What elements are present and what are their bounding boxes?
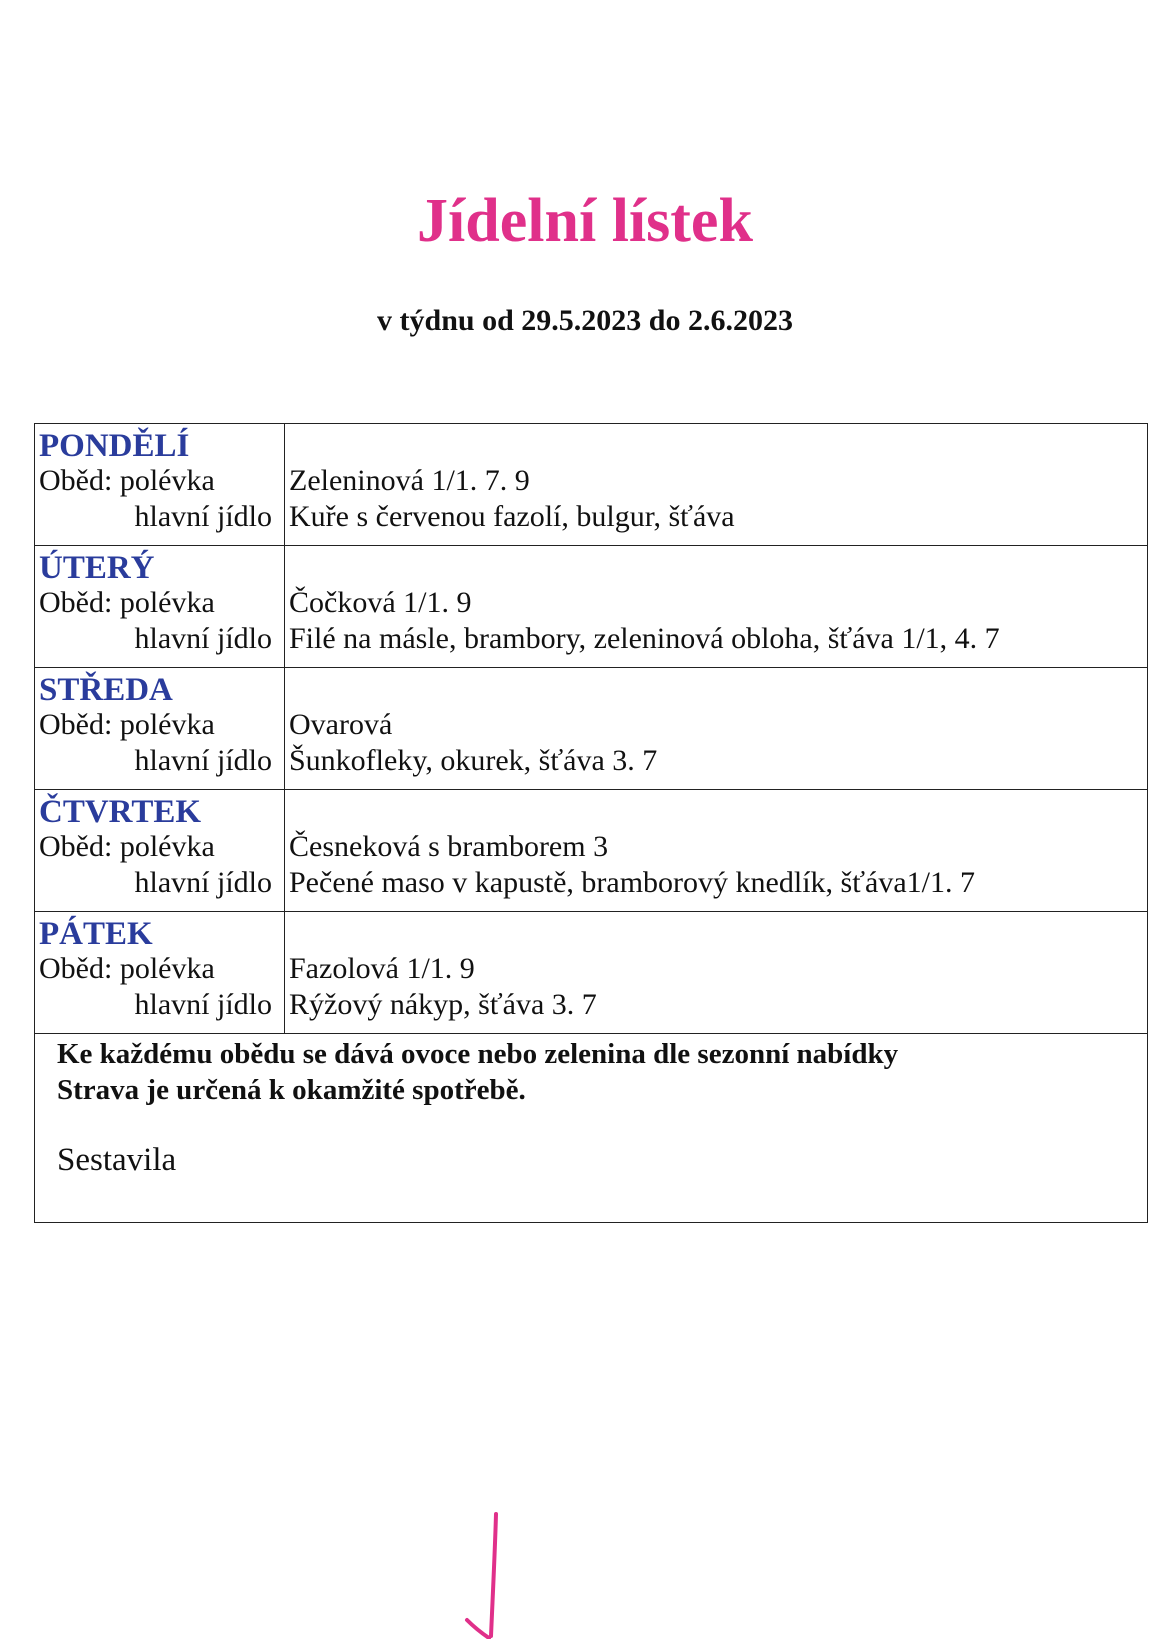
main-dish: Rýžový nákyp, šťáva 3. 7 xyxy=(289,988,597,1021)
soup-dish: Česneková s bramborem 3 xyxy=(289,830,609,863)
footer-cell xyxy=(35,1034,1148,1223)
day-name: ČTVRTEK xyxy=(39,794,202,830)
menu-table xyxy=(34,423,1148,1223)
day-label-cell xyxy=(35,546,285,668)
soup-label: Oběd: polévka xyxy=(39,708,215,741)
week-range: v týdnu od 29.5.2023 do 2.6.2023 xyxy=(377,304,793,337)
day-name: PONDĚLÍ xyxy=(39,428,190,464)
main-course-label: hlavní jídlo xyxy=(134,866,272,899)
dish-cell xyxy=(285,912,1148,1034)
day-row-thursday xyxy=(35,790,1148,912)
day-row-friday xyxy=(35,912,1148,1034)
footer-row xyxy=(35,1034,1148,1223)
day-label-cell xyxy=(35,424,285,546)
fruit-note: Ke každému obědu se dává ovoce nebo zelenina dle sezonní nabídky xyxy=(57,1038,899,1070)
dish-cell xyxy=(285,546,1148,668)
day-label-cell xyxy=(35,668,285,790)
page-title: Jídelní lístek xyxy=(417,187,753,255)
day-row-monday xyxy=(35,424,1148,546)
day-label-cell xyxy=(35,912,285,1034)
soup-label: Oběd: polévka xyxy=(39,952,215,985)
soup-dish: Zeleninová 1/1. 7. 9 xyxy=(289,464,530,497)
day-name: PÁTEK xyxy=(39,916,153,952)
main-course-label: hlavní jídlo xyxy=(134,744,272,777)
consumption-note: Strava je určená k okamžité spotřebě. xyxy=(57,1074,526,1106)
day-row-wednesday xyxy=(35,668,1148,790)
soup-dish: Ovarová xyxy=(289,708,393,741)
main-dish: Kuře s červenou fazolí, bulgur, šťáva xyxy=(289,500,735,533)
main-dish: Šunkofleky, okurek, šťáva 3. 7 xyxy=(289,744,658,777)
day-name: STŘEDA xyxy=(39,672,173,708)
dish-cell xyxy=(285,668,1148,790)
dish-cell xyxy=(285,424,1148,546)
main-course-label: hlavní jídlo xyxy=(134,622,272,655)
soup-dish: Čočková 1/1. 9 xyxy=(289,586,472,619)
dish-cell xyxy=(285,790,1148,912)
day-row-tuesday xyxy=(35,546,1148,668)
main-dish: Filé na másle, brambory, zeleninová obloha, šťáva 1/1, 4. 7 xyxy=(289,622,1000,655)
soup-label: Oběd: polévka xyxy=(39,464,215,497)
day-label-cell xyxy=(35,790,285,912)
main-dish: Pečené maso v kapustě, bramborový knedlík, šťáva1/1. 7 xyxy=(289,866,975,899)
soup-label: Oběd: polévka xyxy=(39,586,215,619)
main-course-label: hlavní jídlo xyxy=(134,500,272,533)
signature-label: Sestavila xyxy=(57,1142,177,1178)
main-course-label: hlavní jídlo xyxy=(134,988,272,1021)
day-name: ÚTERÝ xyxy=(39,550,155,586)
pen-stroke-mark xyxy=(455,1510,535,1639)
soup-dish: Fazolová 1/1. 9 xyxy=(289,952,475,985)
soup-label: Oběd: polévka xyxy=(39,830,215,863)
